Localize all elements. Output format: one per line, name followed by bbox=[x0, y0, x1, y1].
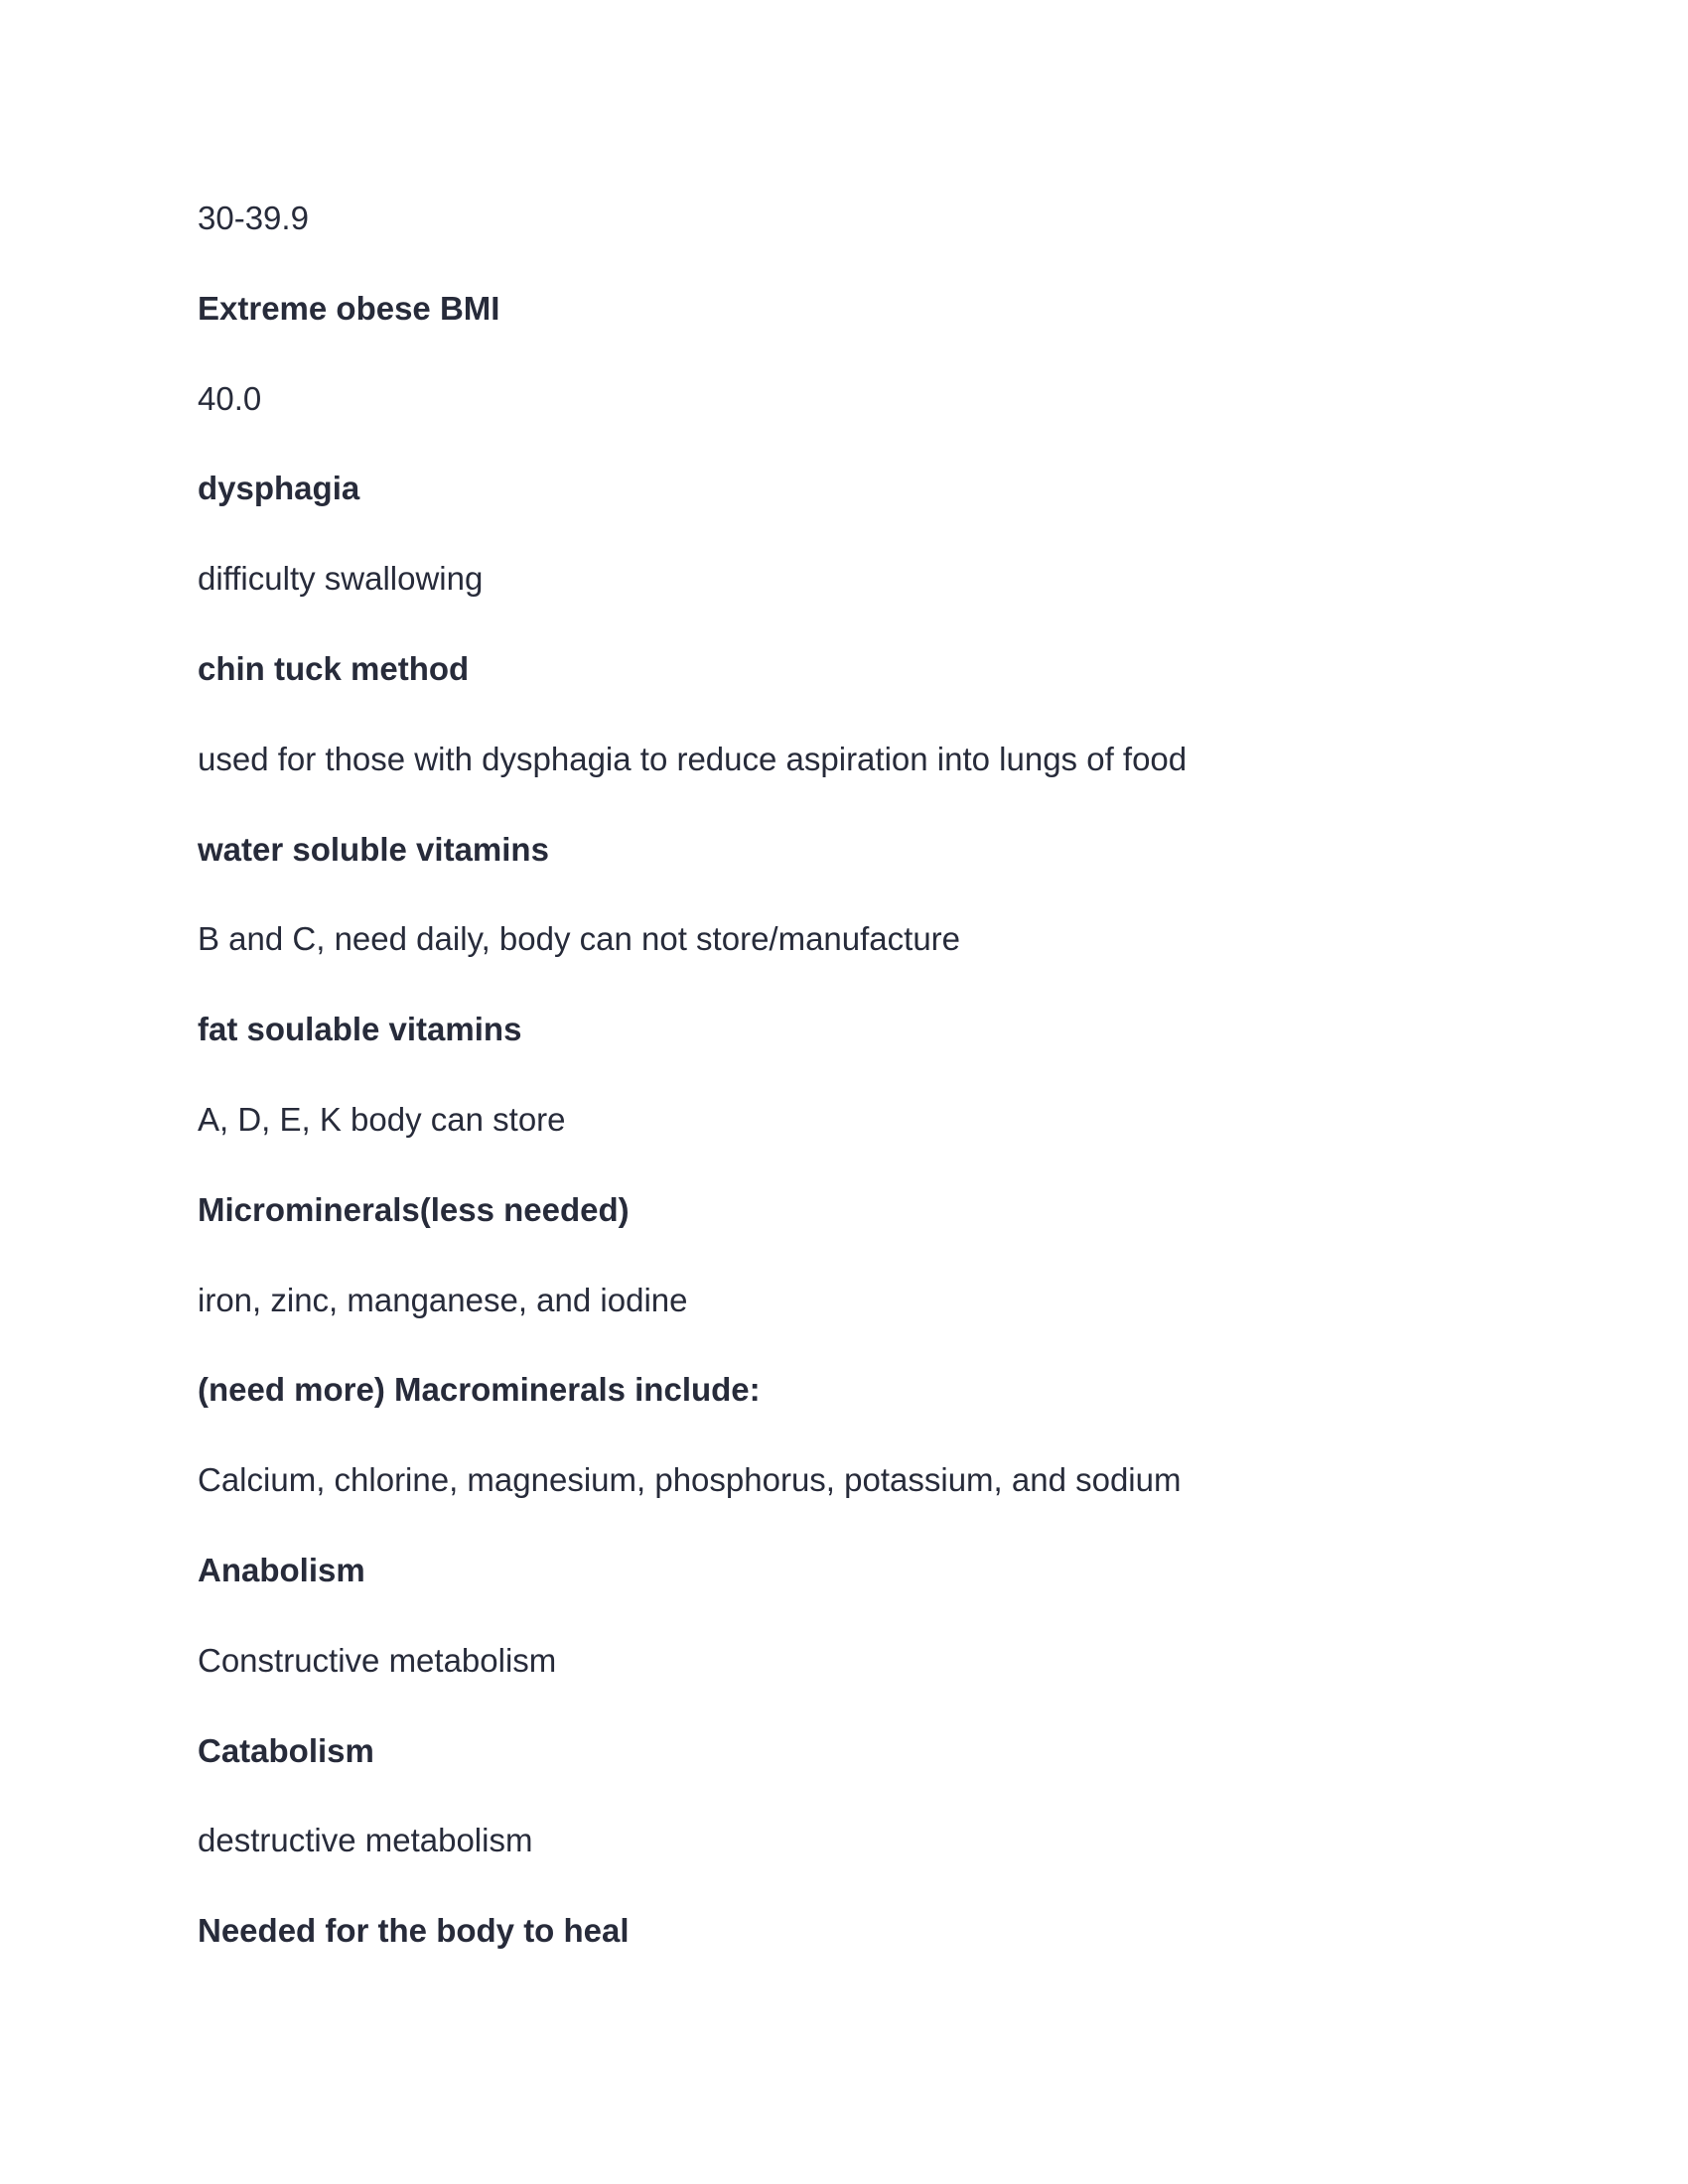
definition-text: 30-39.9 bbox=[198, 200, 309, 236]
term-heading: Microminerals(less needed) bbox=[198, 1191, 630, 1228]
term-heading: Needed for the body to heal bbox=[198, 1912, 630, 1949]
definition-text: difficulty swallowing bbox=[198, 560, 484, 597]
definition-text: Calcium, chlorine, magnesium, phosphorus, potassium, and sodium bbox=[198, 1461, 1182, 1498]
term-heading: chin tuck method bbox=[198, 650, 470, 687]
term-heading: fat soulable vitamins bbox=[198, 1011, 522, 1047]
term-heading: Catabolism bbox=[198, 1732, 374, 1769]
definition-text: destructive metabolism bbox=[198, 1822, 533, 1858]
definition-text: A, D, E, K body can store bbox=[198, 1101, 566, 1138]
term-heading: water soluble vitamins bbox=[198, 831, 549, 868]
definition-text: Constructive metabolism bbox=[198, 1642, 557, 1679]
term-heading: (need more) Macrominerals include: bbox=[198, 1371, 761, 1408]
term-heading: dysphagia bbox=[198, 470, 360, 506]
definition-text: used for those with dysphagia to reduce aspiration into lungs of food bbox=[198, 741, 1188, 777]
definition-text: 40.0 bbox=[198, 380, 262, 417]
term-heading: Extreme obese BMI bbox=[198, 290, 500, 327]
term-heading: Anabolism bbox=[198, 1552, 365, 1588]
definition-text: iron, zinc, manganese, and iodine bbox=[198, 1282, 688, 1318]
definition-text: B and C, need daily, body can not store/manufacture bbox=[198, 920, 961, 957]
